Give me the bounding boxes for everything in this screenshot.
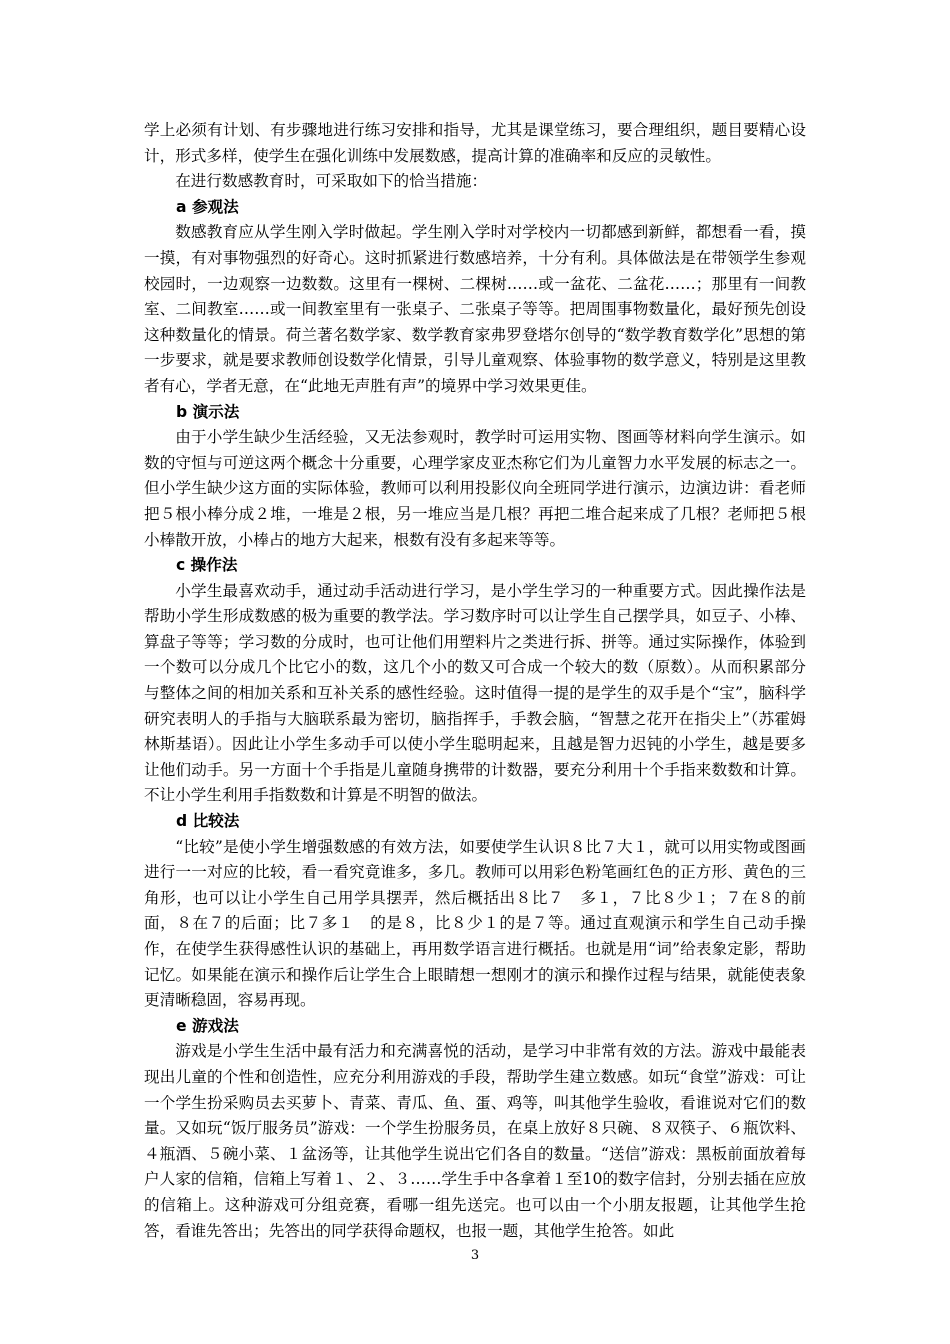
section-visit-method: [144, 195, 806, 400]
section-body: 游戏是小学生生活中最有活力和充满喜悦的活动，是学习中非常有效的方法。游戏中最能表现出儿童的个性和创造性，应充分利用游戏的手段，帮助学生建立数感。如玩“食堂”游戏：可让一个学生扮采购员去买萝卜、青菜、青瓜、鱼、蛋、鸡等，叫其他学生验收，看谁说对它们的数量。又如玩“饭厅服务员”游戏：一个学生扮服务员，在桌上放好８只碗、８双筷子、６瓶饮料、４瓶酒、５碗小菜、１盆汤等，让其他学生说出它们各自的数量。“送信”游戏：黑板前面放着每户人家的信箱，信箱上写着１、２、３……学生手中各拿着１至10的数字信封，分别去插在应放的信箱上。这种游戏可分组竞赛，看哪一组先送完。也可以由一个小朋友报题，让其他学生抢答，看谁先答出；先答出的同学获得命题权，也报一题，其他学生抢答。如此: [144, 1042, 806, 1240]
section-demonstration-method: [144, 400, 806, 554]
section-heading: b 演示法: [176, 402, 240, 421]
section-game-method: [144, 1014, 806, 1244]
section-heading: e 游戏法: [176, 1016, 239, 1035]
page-content: [144, 118, 806, 1244]
measures-intro: 在进行数感教育时，可采取如下的恰当措施：: [175, 172, 488, 191]
section-heading: a 参观法: [176, 197, 239, 216]
section-heading: c 操作法: [176, 556, 238, 575]
section-body: “比较”是使小学生增强数感的有效方法，如要使学生认识８比７大１，就可以用实物或图画进行一一对应的比较，看一看究竟谁多，多几。教师可以用彩色粉笔画红色的正方形、黄色的三角形，也可以让小学生自己用学具摆弄，然后概括出８比７ 多１，７比８少１；７在８的前面，８在７的后面；比７多１ 的是８，比８少１的是７等。通过直观演示和学生自己动手操作，在使学生获得感性认识的基础上，再用数学语言进行概括。也就是用“词”给表象定影，帮助记忆。如果能在演示和操作后让学生合上眼睛想一想刚才的演示和操作过程与结果，就能使表象更清晰稳固，容易再现。: [144, 837, 806, 1010]
section-heading: d 比较法: [176, 812, 240, 831]
section-body: 由于小学生缺少生活经验，又无法参观时，教学时可运用实物、图画等材料向学生演示。如数的守恒与可逆这两个概念十分重要，心理学家皮亚杰称它们为儿童智力水平发展的标志之一。但小学生缺少这方面的实际体验，教师可以利用投影仪向全班同学进行演示，边演边讲：看老师把５根小棒分成２堆，一堆是２根，另一堆应当是几根？再把二堆合起来成了几根？老师把５根小棒散开放，小棒占的地方大起来，根数有没有多起来等等。: [144, 428, 806, 549]
section-body: 数感教育应从学生刚入学时做起。学生刚入学时对学校内一切都感到新鲜，都想看一看，摸一摸，有对事物强烈的好奇心。这时抓紧进行数感培养，十分有利。具体做法是在带领学生参观校园时，一边观察一边数数。这里有一棵树、二棵树……或一盆花、二盆花……；那里有一间教室、二间教室……或一间教室里有一张桌子、二张桌子等等。把周围事物数量化，最好预先创设这种数量化的情景。荷兰著名数学家、数学教育家弗罗登塔尔创导的“数学教育数学化”思想的第一步要求，就是要求教师创设数学化情景，引导儿童观察、体验事物的数学意义，特别是这里教者有心，学者无意，在“此地无声胜有声”的境界中学习效果更佳。: [144, 223, 806, 395]
page-number: 3: [470, 1248, 480, 1263]
section-comparison-method: [144, 809, 806, 1014]
section-body: 小学生最喜欢动手，通过动手活动进行学习，是小学生学习的一种重要方式。因此操作法是帮助小学生形成数感的极为重要的教学法。学习数序时可以让学生自己摆学具，如豆子、小棒、算盘子等等；学习数的分成时，也可让他们用塑料片之类进行拆、拼等。通过实际操作，体验到一个数可以分成几个比它小的数，这几个小的数又可合成一个较大的数（原数）。从而积累部分与整体之间的相加关系和互补关系的感性经验。这时值得一提的是学生的双手是个“宝”，脑科学研究表明人的手指与大脑联系最为密切，脑指挥手，手教会脑，“智慧之花开在指尖上”（苏霍姆林斯基语）。因此让小学生多动手可以使小学生聪明起来，且越是智力迟钝的小学生，越是要多让他们动手。另一方面十个手指是儿童随身携带的计数器，要充分利用十个手指来数数和计算。不让小学生利用手指数数和计算是不明智的做法。: [144, 581, 806, 805]
section-operation-method: [144, 553, 806, 809]
intro-paragraph: 学上必须有计划、有步骤地进行练习安排和指导，尤其是课堂练习，要合理组织，题目要精心设计，形式多样，使学生在强化训练中发展数感，提高计算的准确率和反应的灵敏性。: [144, 121, 806, 165]
